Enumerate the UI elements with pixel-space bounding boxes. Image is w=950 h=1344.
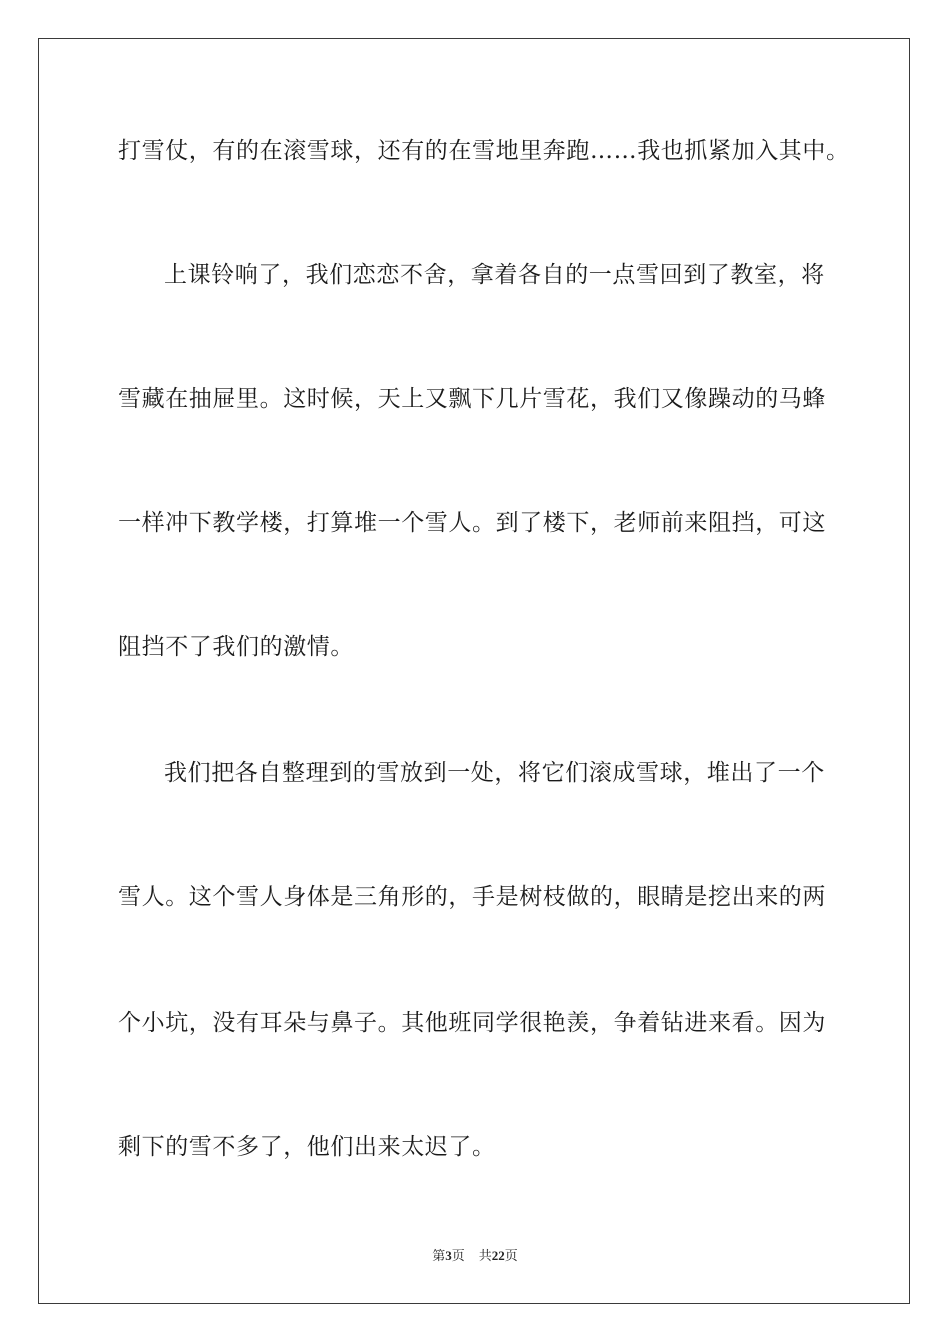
text-line: 剩下的雪不多了，他们出来太迟了。 [118, 1134, 496, 1160]
total-prefix: 共 [478, 1249, 492, 1264]
page-suffix: 页 [451, 1249, 465, 1264]
page-number: 3 [445, 1248, 452, 1263]
text-line: 雪藏在抽屉里。这时候，天上又飘下几片雪花，我们又像躁动的马蜂 [118, 386, 826, 412]
total-pages: 22 [491, 1248, 505, 1263]
paragraph-first-line: 我们把各自整理到的雪放到一处，将它们滚成雪球，堆出了一个 [164, 760, 825, 786]
text-line: 一样冲下教学楼，打算堆一个雪人。到了楼下，老师前来阻挡，可这 [118, 510, 826, 536]
text-line: 打雪仗，有的在滚雪球，还有的在雪地里奔跑……我也抓紧加入其中。 [118, 138, 850, 164]
total-suffix: 页 [504, 1249, 518, 1264]
text-line: 阻挡不了我们的激情。 [118, 634, 354, 660]
page-border [38, 38, 910, 1304]
paragraph-first-line: 上课铃响了，我们恋恋不舍，拿着各自的一点雪回到了教室，将 [164, 262, 825, 288]
page-prefix: 第 [432, 1249, 446, 1264]
text-line: 雪人。这个雪人身体是三角形的，手是树枝做的，眼睛是挖出来的两 [118, 884, 826, 910]
page-footer [0, 1248, 950, 1265]
text-line: 个小坑，没有耳朵与鼻子。其他班同学很艳羡，争着钻进来看。因为 [118, 1010, 826, 1036]
